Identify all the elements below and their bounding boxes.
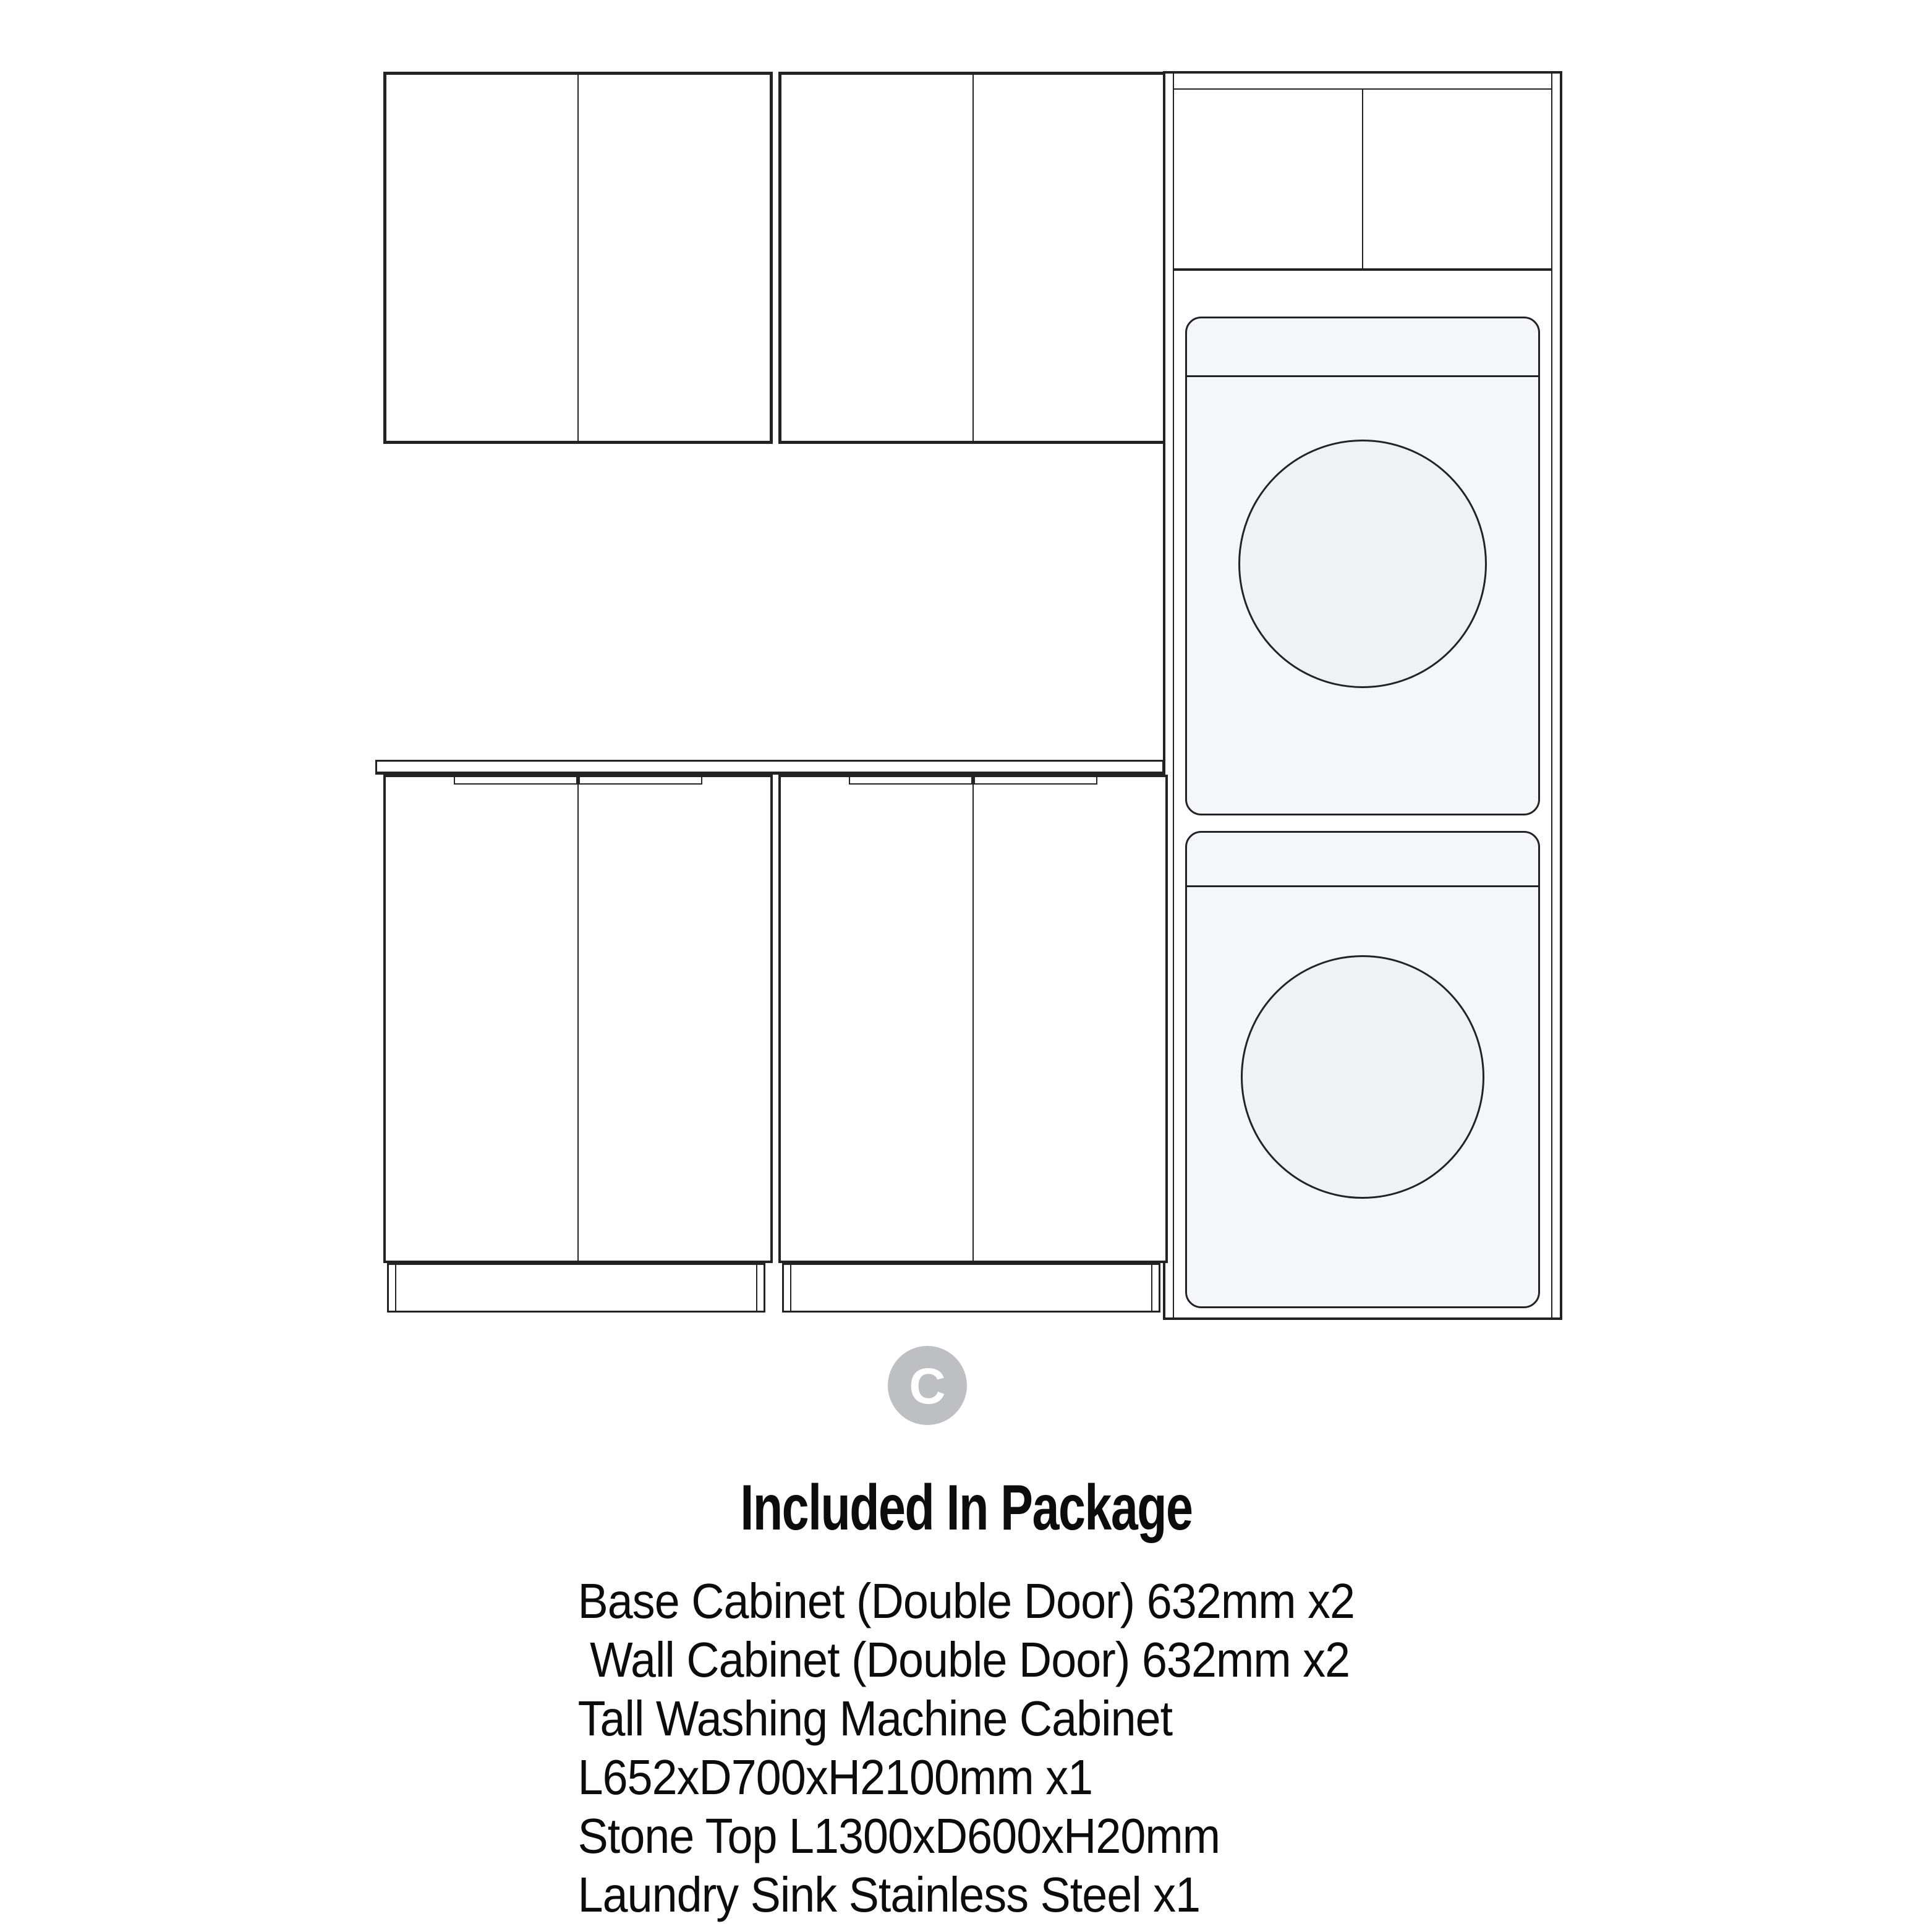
washer-door-circle (1241, 955, 1484, 1199)
wall-cabinet-left-door-divider (577, 75, 579, 441)
kickboard-right (782, 1263, 1160, 1313)
kickboard-right-end-cap-right (1151, 1265, 1152, 1311)
tall-cabinet-doors-bottom-line (1174, 268, 1551, 271)
package-item-stone-top: Stone Top L1300xD600xH20mm (577, 1808, 1220, 1863)
base-cabinet-right (778, 775, 1168, 1263)
tall-cabinet-right-panel-line (1551, 74, 1552, 1317)
page-title: Included In Package (739, 1472, 1193, 1544)
washer-control-panel-line (1187, 885, 1538, 887)
package-item-base-cabinet: Base Cabinet (Double Door) 632mm x2 (577, 1573, 1355, 1628)
kickboard-left (387, 1263, 765, 1313)
base-cabinet-right-door-pull-right (974, 777, 1097, 785)
tall-cabinet-door-divider (1362, 90, 1363, 270)
wall-cabinet-left (383, 72, 773, 444)
dryer-door-circle (1238, 440, 1487, 688)
heading-row (0, 1471, 1932, 1545)
base-cabinet-right-door-divider (972, 777, 974, 1261)
base-cabinet-left (383, 775, 773, 1263)
package-list-row (0, 1572, 1932, 1924)
brand-c-logo-icon (888, 1346, 967, 1425)
package-item-tall-cabinet-dimensions: L652xD700xH2100mm x1 (577, 1750, 1092, 1805)
package-item-wall-cabinet: Wall Cabinet (Double Door) 632mm x2 (577, 1632, 1350, 1687)
kickboard-right-end-cap-left (790, 1265, 791, 1311)
package-list (577, 1572, 1354, 1924)
kickboard-left-end-cap-left (395, 1265, 396, 1311)
base-cabinet-left-door-pull-left (454, 777, 577, 785)
base-cabinet-left-door-pull-right (579, 777, 702, 785)
wall-cabinet-right (778, 72, 1168, 444)
tall-cabinet-left-panel-line (1173, 74, 1174, 1317)
package-item-laundry-sink: Laundry Sink Stainless Steel x1 (577, 1867, 1200, 1922)
brand-c-logo-letter: C (909, 1358, 946, 1415)
dryer-top-machine (1185, 317, 1540, 815)
washer-bottom-machine (1185, 831, 1540, 1308)
base-cabinet-right-door-pull-left (849, 777, 972, 785)
base-cabinet-left-door-divider (577, 777, 579, 1261)
stone-top (375, 760, 1164, 775)
wall-cabinet-right-door-divider (972, 75, 974, 441)
tall-washing-machine-cabinet (1163, 71, 1562, 1320)
dryer-control-panel-line (1187, 375, 1538, 377)
kickboard-left-end-cap-right (756, 1265, 757, 1311)
package-item-tall-cabinet: Tall Washing Machine Cabinet (577, 1691, 1172, 1746)
